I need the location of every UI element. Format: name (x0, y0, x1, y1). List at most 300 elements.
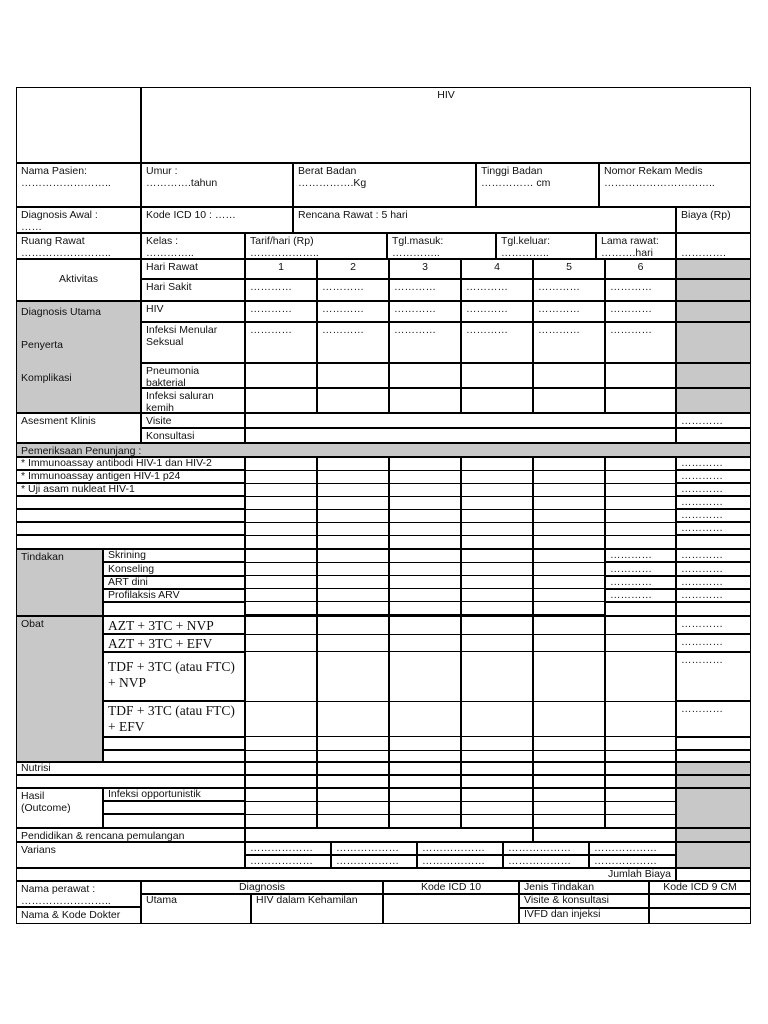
drug-row-line (246, 634, 677, 652)
drug-cost-cell (676, 750, 751, 762)
variance-value[interactable]: ……………… (508, 842, 571, 854)
icd9-header-cell (649, 881, 751, 894)
drug-cost-value[interactable]: ………… (681, 636, 723, 648)
visit-cost-cell (676, 413, 751, 428)
total-cost-value-cell[interactable] (676, 868, 751, 881)
variance-value-cell (503, 842, 589, 855)
clinical-assessment-label: Asesment Klinis (21, 415, 96, 427)
ims-day-cell (533, 322, 605, 363)
ims-day-cell (245, 322, 317, 363)
age-cell (141, 163, 293, 207)
day-cell[interactable] (605, 762, 676, 775)
action-item-label: Konseling (108, 563, 155, 575)
day-cell[interactable] (245, 775, 317, 788)
diagnosis-header-cell (141, 881, 383, 894)
icd10-cell (141, 207, 293, 233)
shaded-cell (676, 363, 751, 388)
hiv-day-cell (245, 301, 317, 322)
hiv-day-cell (605, 301, 676, 322)
ward-cost-value[interactable]: …………. (681, 247, 726, 259)
action-day-column[interactable] (317, 549, 389, 616)
variance-value-cell (503, 855, 589, 868)
patient-name-value[interactable]: …………………….. (21, 177, 111, 189)
action-day6-value[interactable]: ………… (610, 589, 652, 601)
variance-value[interactable]: ……………… (336, 842, 399, 854)
length-of-stay-cell (596, 233, 676, 259)
education-days-cell[interactable] (533, 828, 676, 842)
support-day-column[interactable] (245, 457, 317, 549)
care-day-label: Hari Rawat (146, 261, 198, 273)
ims-label: Infeksi Menular Seksual (146, 324, 218, 348)
day-cell[interactable] (461, 762, 533, 775)
uti-label-cell (141, 388, 245, 413)
form-title-cell (141, 87, 751, 163)
day-cell[interactable] (317, 775, 389, 788)
drug-cost-value[interactable]: ………… (681, 618, 723, 630)
sick-day-value[interactable]: ………… (538, 281, 580, 293)
rate-label: Tarif/hari (Rp) (250, 235, 314, 247)
outcome-item-cell (103, 801, 245, 814)
variance-value-cell (417, 842, 503, 855)
ward-cell (16, 233, 141, 259)
drug-cost-cell (676, 737, 751, 750)
visit-cost-value[interactable]: ………… (681, 415, 723, 427)
support-cost-cell (676, 457, 751, 470)
icd9-value-cell[interactable] (649, 894, 751, 908)
nurse-cell (16, 881, 141, 907)
total-cost-label: Jumlah Biaya (607, 868, 671, 880)
drug-item-cell (103, 634, 245, 652)
support-item-cell (16, 483, 245, 496)
action-day-column[interactable] (245, 549, 317, 616)
ward-cost-cell (676, 233, 751, 259)
day-cell[interactable] (389, 775, 461, 788)
ims-day-cell (605, 322, 676, 363)
day-number: 6 (637, 261, 644, 273)
sick-day-value[interactable]: ………… (610, 281, 652, 293)
support-cost-cell (676, 522, 751, 535)
drug-item-cell (103, 652, 245, 701)
action-day6-value[interactable]: ………… (610, 549, 652, 561)
height-value[interactable]: …………… cm (481, 177, 551, 189)
action-day-column[interactable] (461, 549, 533, 616)
ward-label: Ruang Rawat (21, 235, 85, 247)
discharge-date-label: Tgl.keluar: (501, 235, 551, 247)
nurse-value[interactable]: …………………….. (21, 895, 111, 907)
drugs-label: Obat (21, 618, 44, 630)
outcome-item-cell (103, 814, 245, 828)
drug-item-cell (103, 750, 245, 762)
support-cost-cell (676, 483, 751, 496)
sick-day-cell (317, 279, 389, 301)
shaded-cell (676, 775, 751, 788)
primary-diagnosis-value[interactable]: HIV dalam Kehamilan (256, 894, 358, 906)
doctor-cell (16, 907, 141, 924)
procedure-label: IVFD dan injeksi (524, 908, 601, 920)
day-number: 3 (422, 261, 428, 273)
support-cost-cell (676, 496, 751, 509)
consult-label-cell (141, 428, 245, 443)
outcome-item-cell (103, 788, 245, 801)
support-item-cell (16, 457, 245, 470)
action-day6-value[interactable]: ………… (610, 563, 652, 575)
action-cost-value[interactable]: ………… (681, 589, 723, 601)
hiv-day-value[interactable]: ………… (322, 303, 364, 315)
icd9-value-cell[interactable] (649, 908, 751, 924)
outcome-day-column[interactable] (605, 788, 676, 828)
care-plan-cell (293, 207, 676, 233)
support-item-cell (16, 470, 245, 483)
nurse-label: Nama perawat : (21, 883, 96, 895)
initial-diagnosis-label: Diagnosis Awal : (21, 209, 98, 221)
day-cell[interactable] (461, 775, 533, 788)
support-cost-value[interactable]: ………… (681, 483, 723, 495)
length-of-stay-label: Lama rawat: (601, 235, 659, 247)
weight-label: Berat Badan (298, 165, 357, 177)
variance-value-cell (589, 855, 676, 868)
admission-date-cell (387, 233, 496, 259)
outcome-day-column[interactable] (533, 788, 605, 828)
day-number: 5 (566, 261, 572, 273)
mrn-label: Nomor Rekam Medis (604, 165, 703, 177)
shaded-cell (676, 388, 751, 413)
outcome-day-column[interactable] (245, 788, 317, 828)
sick-day-value[interactable]: ………… (250, 281, 292, 293)
admission-date-value[interactable]: ………….. (392, 247, 440, 259)
main-diagnosis-label: Diagnosis Utama (21, 306, 101, 318)
drug-cost-cell (676, 634, 751, 652)
sick-day-cell (245, 279, 317, 301)
support-header: Pemeriksaan Penunjang : (21, 445, 142, 457)
support-item-label: * Immunoassay antigen HIV-1 p24 (21, 470, 181, 482)
action-cost-cell (676, 589, 751, 602)
day-cell[interactable] (245, 388, 317, 413)
hiv-day-value[interactable]: ………… (538, 303, 580, 315)
day-cell[interactable] (461, 363, 533, 388)
nutrition-label: Nutrisi (21, 762, 51, 774)
support-header-cell (16, 443, 751, 457)
icd10-value-cell[interactable] (383, 894, 519, 924)
consult-label: Konsultasi (146, 430, 195, 442)
form-title: HIV (437, 89, 455, 101)
day-2-header (317, 259, 389, 279)
rate-value[interactable]: ……………….. (250, 247, 319, 259)
action-item-label: Skrining (108, 549, 146, 561)
height-cell (476, 163, 599, 207)
icd10-label[interactable]: Kode ICD 10 : …… (146, 209, 236, 221)
action-cost-cell (676, 576, 751, 589)
support-cost-cell (676, 509, 751, 522)
support-day-column[interactable] (389, 457, 461, 549)
sick-day-cell (389, 279, 461, 301)
consult-days-cell[interactable] (245, 428, 676, 443)
support-cost-value[interactable]: ………… (681, 509, 723, 521)
primary-diagnosis-value-cell (251, 894, 383, 924)
variance-value-cell (331, 855, 417, 868)
support-item-cell (16, 535, 245, 549)
day-cell[interactable] (533, 388, 605, 413)
procedure-label: Visite & konsultasi (524, 894, 610, 906)
shaded-cell (676, 842, 751, 868)
hiv-day-value[interactable]: ………… (250, 303, 292, 315)
blank-cell (16, 775, 245, 788)
variance-value[interactable]: ……………… (422, 842, 485, 854)
action-day6-cell (605, 549, 676, 562)
shaded-cell (676, 828, 751, 842)
action-item-cell (103, 602, 245, 616)
icd9-header: Kode ICD 9 CM (663, 881, 737, 893)
drug-item-cell (103, 737, 245, 750)
support-item-label: * Uji asam nukleat HIV-1 (21, 483, 135, 495)
variance-label: Varians (21, 844, 56, 856)
patient-name-label: Nama Pasien: (21, 165, 87, 177)
logo-cell (16, 87, 141, 163)
outcome-cell (16, 788, 103, 828)
drug-item-cell (103, 701, 245, 737)
cost-header-cell (676, 207, 751, 233)
shaded-cell (676, 788, 751, 828)
visit-label-cell (141, 413, 245, 428)
initial-diagnosis-value[interactable]: …… (21, 221, 42, 233)
outcome-day-column[interactable] (317, 788, 389, 828)
clinical-assessment-cell (16, 413, 141, 443)
variance-value-cell (589, 842, 676, 855)
action-cost-cell (676, 549, 751, 562)
doctor-label: Nama & Kode Dokter (21, 909, 121, 921)
day-cell[interactable] (245, 363, 317, 388)
complication-label: Komplikasi (21, 372, 72, 384)
hiv-label-cell (141, 301, 245, 322)
variance-value[interactable]: ……………… (422, 855, 485, 867)
class-cell (141, 233, 245, 259)
variance-value[interactable]: ……………… (594, 842, 657, 854)
support-item-cell (16, 509, 245, 522)
drug-cost-value[interactable]: ………… (681, 703, 723, 715)
variance-value[interactable]: ……………… (250, 842, 313, 854)
ims-label-cell (141, 322, 245, 363)
drugs-section-cell (16, 616, 103, 762)
diagnosis-section-cell (16, 301, 141, 413)
ims-day-value[interactable]: ………… (610, 324, 652, 336)
support-cost-cell (676, 535, 751, 549)
uti-label: Infeksi saluran kemih (146, 390, 214, 413)
mrn-value[interactable]: ………………………….. (604, 177, 715, 189)
diagnosis-header: Diagnosis (238, 881, 286, 893)
education-cell (16, 828, 245, 842)
action-day-column[interactable] (389, 549, 461, 616)
drug-row-line (246, 701, 677, 737)
day-cell[interactable] (389, 363, 461, 388)
variance-value[interactable]: ……………… (594, 855, 657, 867)
care-day-label-cell (141, 259, 245, 279)
rate-cell (245, 233, 387, 259)
day-cell[interactable] (533, 775, 605, 788)
sick-day-cell (605, 279, 676, 301)
day-3-header (389, 259, 461, 279)
consult-cost-cell (676, 428, 751, 443)
action-item-cell (103, 549, 245, 562)
action-day-column[interactable] (533, 549, 605, 616)
hiv-day-cell (461, 301, 533, 322)
outcome-day-column[interactable] (461, 788, 533, 828)
action-day6-value[interactable]: ………… (610, 576, 652, 588)
action-day6-cell[interactable] (605, 602, 676, 616)
action-item-label: Profilaksis ARV (108, 589, 180, 601)
support-day-column[interactable] (317, 457, 389, 549)
primary-diagnosis-label: Utama (146, 894, 177, 906)
visit-days-cell[interactable] (245, 413, 676, 428)
variance-value[interactable]: ……………… (336, 855, 399, 867)
hiv-day-value[interactable]: ………… (610, 303, 652, 315)
action-cost-cell (676, 602, 751, 616)
day-cell[interactable] (605, 388, 676, 413)
outcome-label: Hasil (Outcome) (21, 790, 71, 814)
day-cell[interactable] (317, 388, 389, 413)
shaded-cell (676, 259, 751, 279)
action-cost-value[interactable]: ………… (681, 563, 723, 575)
drug-item-label: AZT + 3TC + EFV (108, 636, 213, 651)
icd10-header-cell (383, 881, 519, 894)
day-6-header (605, 259, 676, 279)
variance-value[interactable]: ……………… (508, 855, 571, 867)
support-cost-value[interactable]: ………… (681, 496, 723, 508)
support-item-label: * Immunoassay antibodi HIV-1 dan HIV-2 (21, 457, 212, 469)
day-cell[interactable] (389, 388, 461, 413)
action-item-label: ART dini (108, 576, 148, 588)
sick-day-label-cell (141, 279, 245, 301)
support-cost-value[interactable]: ………… (681, 522, 723, 534)
procedure-cell (519, 894, 649, 908)
drug-item-cell (103, 616, 245, 634)
outcome-day-column[interactable] (389, 788, 461, 828)
length-of-stay-value[interactable]: ……….hari (601, 247, 653, 259)
ims-day-cell (317, 322, 389, 363)
ims-day-value[interactable]: ………… (466, 324, 508, 336)
admission-date-label: Tgl.masuk: (392, 235, 444, 247)
class-label: Kelas : (146, 235, 179, 247)
drug-cost-cell (676, 701, 751, 737)
day-cell[interactable] (317, 363, 389, 388)
age-value[interactable]: ………….tahun (146, 177, 218, 189)
primary-diagnosis-cell (141, 894, 251, 924)
day-4-header (461, 259, 533, 279)
support-item-cell (16, 496, 245, 509)
support-item-cell (16, 522, 245, 535)
initial-diagnosis-cell (16, 207, 141, 233)
day-cell[interactable] (605, 363, 676, 388)
pneumonia-label-cell (141, 363, 245, 388)
drug-item-label: TDF + 3TC (atau FTC) + EFV (108, 703, 235, 734)
weight-value[interactable]: …………….Kg (298, 177, 367, 189)
hiv-label: HIV (146, 303, 164, 315)
activities-label: Aktivitas (58, 273, 99, 285)
shaded-cell (676, 301, 751, 322)
hiv-day-cell (317, 301, 389, 322)
sick-day-value[interactable]: ………… (394, 281, 436, 293)
day-cell[interactable] (245, 762, 317, 775)
drug-cost-cell (676, 652, 751, 701)
variance-value[interactable]: ……………… (250, 855, 313, 867)
sick-day-label: Hari Sakit (146, 281, 192, 293)
education-label: Pendidikan & rencana pemulangan (21, 830, 185, 842)
ims-day-cell (461, 322, 533, 363)
day-cell[interactable] (317, 762, 389, 775)
support-cost-value[interactable]: ………… (681, 470, 723, 482)
variance-value-cell (245, 855, 331, 868)
icd10-header: Kode ICD 10 (420, 881, 482, 893)
support-day-column[interactable] (605, 457, 676, 549)
support-day-column[interactable] (461, 457, 533, 549)
action-cost-value[interactable]: ………… (681, 549, 723, 561)
shaded-cell (676, 279, 751, 301)
class-value[interactable]: ………….. (146, 247, 194, 259)
day-number: 4 (494, 261, 500, 273)
ims-day-value[interactable]: ………… (394, 324, 436, 336)
support-cost-value[interactable]: ………… (681, 457, 723, 469)
ims-day-value[interactable]: ………… (250, 324, 292, 336)
day-number: 2 (350, 261, 356, 273)
ims-day-value[interactable]: ………… (538, 324, 580, 336)
action-day6-cell (605, 562, 676, 576)
actions-section-cell (16, 549, 103, 616)
drug-row-line (246, 750, 677, 762)
sick-day-value[interactable]: ………… (466, 281, 508, 293)
day-cell[interactable] (461, 388, 533, 413)
outcome-item-label: Infeksi opportunistik (108, 788, 201, 800)
sick-day-value[interactable]: ………… (322, 281, 364, 293)
cost-header: Biaya (Rp) (681, 209, 731, 221)
drug-cost-value[interactable]: ………… (681, 654, 723, 666)
sick-day-cell (461, 279, 533, 301)
discharge-date-cell (496, 233, 596, 259)
shaded-cell (676, 322, 751, 363)
action-cost-value[interactable]: ………… (681, 576, 723, 588)
care-plan-label: Rencana Rawat : 5 hari (298, 209, 408, 221)
hiv-day-value[interactable]: ………… (394, 303, 436, 315)
hiv-day-cell (533, 301, 605, 322)
education-days-cell[interactable] (245, 828, 533, 842)
weight-cell (293, 163, 476, 207)
mrn-cell (599, 163, 751, 207)
day-cell[interactable] (533, 363, 605, 388)
action-item-cell (103, 576, 245, 589)
discharge-date-value[interactable]: ………….. (501, 247, 549, 259)
drug-item-label: TDF + 3TC (atau FTC) + NVP (108, 659, 235, 690)
shaded-cell (676, 762, 751, 775)
ims-day-cell (389, 322, 461, 363)
procedure-header: Jenis Tindakan (524, 881, 595, 893)
comorbidity-label: Penyerta (21, 339, 64, 351)
ward-value[interactable]: …………………….. (21, 247, 111, 259)
day-cell[interactable] (605, 775, 676, 788)
age-label: Umur : (146, 165, 178, 177)
support-day-column[interactable] (533, 457, 605, 549)
total-cost-label-cell (16, 868, 676, 881)
procedure-cell (519, 908, 649, 924)
ims-day-value[interactable]: ………… (322, 324, 364, 336)
support-cost-cell (676, 470, 751, 483)
action-item-cell (103, 562, 245, 576)
variance-cell (16, 842, 245, 868)
hiv-day-cell (389, 301, 461, 322)
pneumonia-label: Pneumonia bakterial (146, 365, 200, 388)
day-cell[interactable] (389, 762, 461, 775)
nutrition-cell (16, 762, 245, 775)
day-cell[interactable] (533, 762, 605, 775)
variance-value-cell (417, 855, 503, 868)
hiv-day-value[interactable]: ………… (466, 303, 508, 315)
day-1-header (245, 259, 317, 279)
